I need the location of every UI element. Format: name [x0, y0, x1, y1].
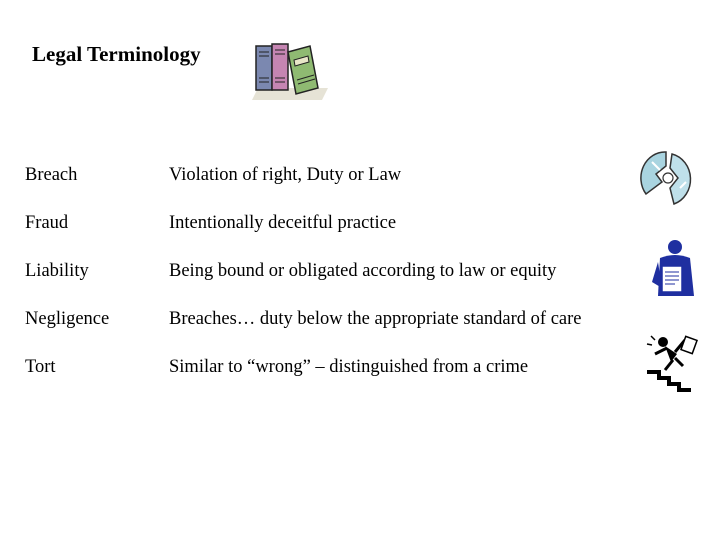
term-definition: Similar to “wrong” – distinguished from a crime — [169, 357, 529, 377]
term-definition: Intentionally deceitful practice — [169, 213, 397, 233]
term-definition: Violation of right, Duty or Law — [169, 165, 402, 185]
term-row-negligence — [0, 302, 640, 336]
term-definition: Being bound or obligated according to law or equity — [169, 261, 557, 281]
term-definition: Breaches… duty below the appropriate standard of care — [169, 309, 582, 329]
person-holding-document-icon — [650, 238, 700, 300]
term-label: Breach — [25, 165, 78, 185]
term-label: Liability — [25, 261, 89, 281]
term-label: Tort — [25, 357, 56, 377]
slide-title: Legal Terminology — [32, 42, 201, 66]
term-label: Negligence — [25, 309, 110, 329]
term-row-tort — [0, 350, 640, 384]
term-row-breach — [0, 158, 640, 192]
term-row-fraud — [0, 206, 640, 240]
broken-disc-icon — [640, 148, 696, 208]
term-label: Fraud — [25, 213, 69, 233]
term-row-liability — [0, 254, 640, 288]
person-falling-down-stairs-icon — [645, 332, 705, 394]
books-icon — [248, 38, 332, 102]
